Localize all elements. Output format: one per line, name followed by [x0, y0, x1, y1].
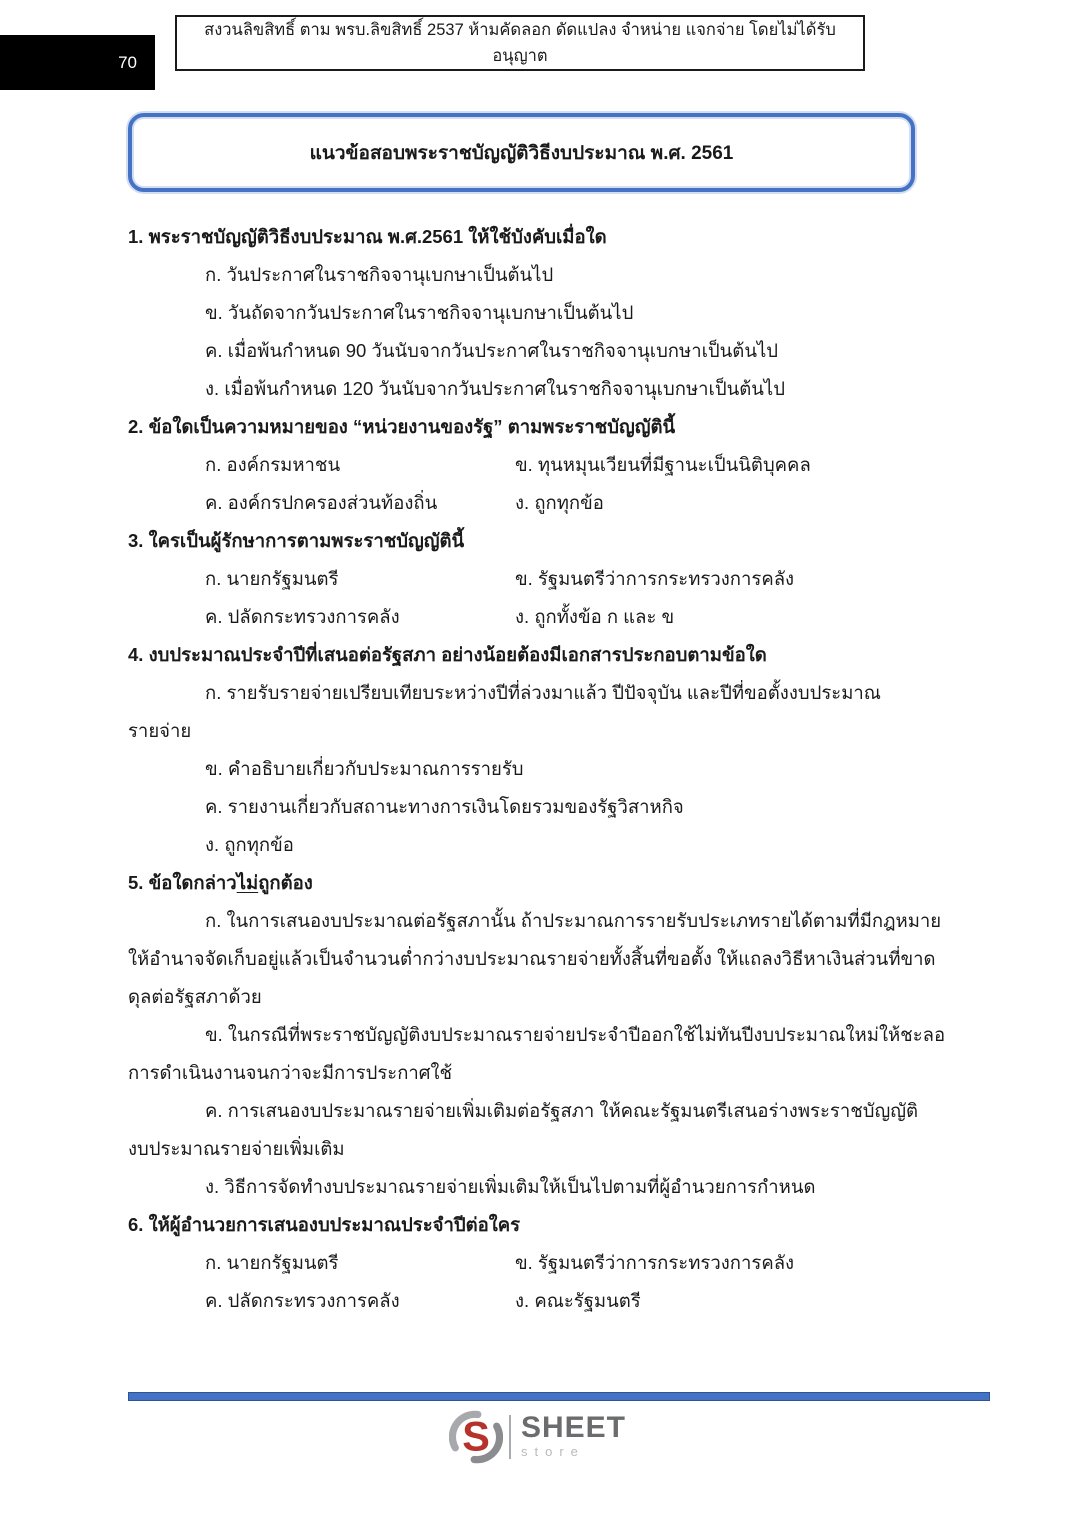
- question-2-option-d: ง. ถูกทุกข้อ: [515, 492, 604, 513]
- question-2-options-row-2: [128, 484, 990, 522]
- question-1-heading: 1. พระราชบัญญัติวิธีงบประมาณ พ.ศ.2561 ให้ใช้บังคับเมื่อใด: [128, 226, 607, 247]
- exam-title-box: [128, 113, 915, 192]
- question-1-option-c: ค. เมื่อพ้นกำหนด 90 วันนับจากวันประกาศในราชกิจจานุเบกษาเป็นต้นไป: [205, 340, 779, 361]
- question-4-option-a-line-2: รายจ่าย: [128, 720, 192, 741]
- question-3-option-b: ข. รัฐมนตรีว่าการกระทรวงการคลัง: [515, 568, 795, 589]
- page-number: 70: [118, 52, 137, 72]
- question-3-option-a: ก. นายกรัฐมนตรี: [205, 568, 339, 589]
- question-3-options-row-1: [128, 560, 990, 598]
- question-2-heading: 2. ข้อใดเป็นความหมายของ “หน่วยงานของรัฐ” ตามพระราชบัญญัตินี้: [128, 416, 676, 437]
- question-6-heading: 6. ให้ผู้อำนวยการเสนองบประมาณประจำปีต่อใคร: [128, 1214, 521, 1235]
- question-2-option-b: ข. ทุนหมุนเวียนที่มีฐานะเป็นนิติบุคคล: [515, 454, 811, 475]
- question-5-option-a-line-3: ดุลต่อรัฐสภาด้วย: [128, 986, 262, 1007]
- question-6-option-a: ก. นายกรัฐมนตรี: [205, 1252, 339, 1273]
- question-5-heading-suffix: ถูกต้อง: [258, 872, 313, 893]
- question-4-heading: 4. งบประมาณประจำปีที่เสนอต่อรัฐสภา อย่างน้อยต้องมีเอกสารประกอบตามข้อใด: [128, 644, 767, 665]
- exam-title: แนวข้อสอบพระราชบัญญัติวิธีงบประมาณ พ.ศ. 2561: [309, 142, 734, 164]
- question-6-option-c: ค. ปลัดกระทรวงการคลัง: [205, 1290, 400, 1311]
- questions-content: [128, 205, 990, 1320]
- question-5-option-a-line-2: ให้อำนาจจัดเก็บอยู่แล้วเป็นจำนวนต่ำกว่างบประมาณรายจ่ายทั้งสิ้นที่ขอตั้ง ให้แถลงวิธีหาเงินส่วนที่ขาด: [128, 948, 936, 969]
- question-5-option-b-line-1: ข. ในกรณีที่พระราชบัญญัติงบประมาณรายจ่ายประจำปีออกใช้ไม่ทันปีงบประมาณใหม่ให้ชะลอ: [205, 1024, 946, 1045]
- question-5-option-b-line-2: การดำเนินงานจนกว่าจะมีการประกาศใช้: [128, 1062, 453, 1083]
- logo-separator: [509, 1415, 511, 1459]
- logo-text: [520, 1411, 627, 1460]
- question-5-option-c-line-1: ค. การเสนองบประมาณรายจ่ายเพิ่มเติมต่อรัฐสภา ให้คณะรัฐมนตรีเสนอร่างพระราชบัญญัติ: [205, 1100, 919, 1121]
- page-number-bar: [0, 35, 155, 90]
- copyright-text: สงวนลิขสิทธิ์ ตาม พรบ.ลิขสิทธิ์ 2537 ห้ามคัดลอก ดัดแปลง จำหน่าย แจกจ่าย โดยไม่ได้รับอนุญาต: [204, 21, 836, 65]
- logo-subtitle: store: [520, 1444, 585, 1459]
- logo-letter-s: S: [462, 1413, 490, 1460]
- question-1-option-b: ข. วันถัดจากวันประกาศในราชกิจจานุเบกษาเป็นต้นไป: [205, 302, 634, 323]
- question-5-heading-underlined: ไม่: [236, 872, 259, 893]
- question-2-option-a: ก. องค์กรมหาชน: [205, 454, 341, 475]
- question-6-options-row-1: [128, 1244, 990, 1282]
- logo-name: SHEET: [520, 1411, 627, 1444]
- question-5-heading-prefix: 5. ข้อใดกล่าว: [128, 872, 237, 893]
- question-4-option-b: ข. คำอธิบายเกี่ยวกับประมาณการรายรับ: [205, 758, 524, 779]
- question-6-option-d: ง. คณะรัฐมนตรี: [515, 1290, 641, 1311]
- question-5-heading: [128, 864, 990, 902]
- question-3-option-d: ง. ถูกทั้งข้อ ก และ ข: [515, 606, 675, 627]
- question-5-option-c-line-2: งบประมาณรายจ่ายเพิ่มเติม: [128, 1138, 345, 1159]
- sheet-store-logo: [0, 1410, 1075, 1464]
- question-4-option-d: ง. ถูกทุกข้อ: [205, 834, 294, 855]
- question-6-options-row-2: [128, 1282, 990, 1320]
- footer-divider-bar: [128, 1392, 990, 1401]
- copyright-box: [175, 15, 865, 71]
- question-3-option-c: ค. ปลัดกระทรวงการคลัง: [205, 606, 400, 627]
- question-1-option-a: ก. วันประกาศในราชกิจจานุเบกษาเป็นต้นไป: [205, 264, 554, 285]
- question-2-options-row-1: [128, 446, 990, 484]
- question-4-option-c: ค. รายงานเกี่ยวกับสถานะทางการเงินโดยรวมของรัฐวิสาหกิจ: [205, 796, 684, 817]
- question-5-option-d: ง. วิธีการจัดทำงบประมาณรายจ่ายเพิ่มเติมให้เป็นไปตามที่ผู้อำนวยการกำหนด: [205, 1176, 816, 1197]
- question-3-options-row-2: [128, 598, 990, 636]
- question-1-option-d: ง. เมื่อพ้นกำหนด 120 วันนับจากวันประกาศในราชกิจจานุเบกษาเป็นต้นไป: [205, 378, 785, 399]
- sheet-store-logo-icon: [449, 1410, 503, 1464]
- question-3-heading: 3. ใครเป็นผู้รักษาการตามพระราชบัญญัตินี้: [128, 530, 465, 551]
- question-4-option-a-line-1: ก. รายรับรายจ่ายเปรียบเทียบระหว่างปีที่ล่วงมาแล้ว ปีปัจจุบัน และปีที่ขอตั้งงบประมาณ: [205, 682, 881, 703]
- question-2-option-c: ค. องค์กรปกครองส่วนท้องถิ่น: [205, 492, 438, 513]
- question-6-option-b: ข. รัฐมนตรีว่าการกระทรวงการคลัง: [515, 1252, 795, 1273]
- question-5-option-a-line-1: ก. ในการเสนองบประมาณต่อรัฐสภานั้น ถ้าประมาณการรายรับประเภทรายได้ตามที่มีกฎหมาย: [205, 910, 942, 931]
